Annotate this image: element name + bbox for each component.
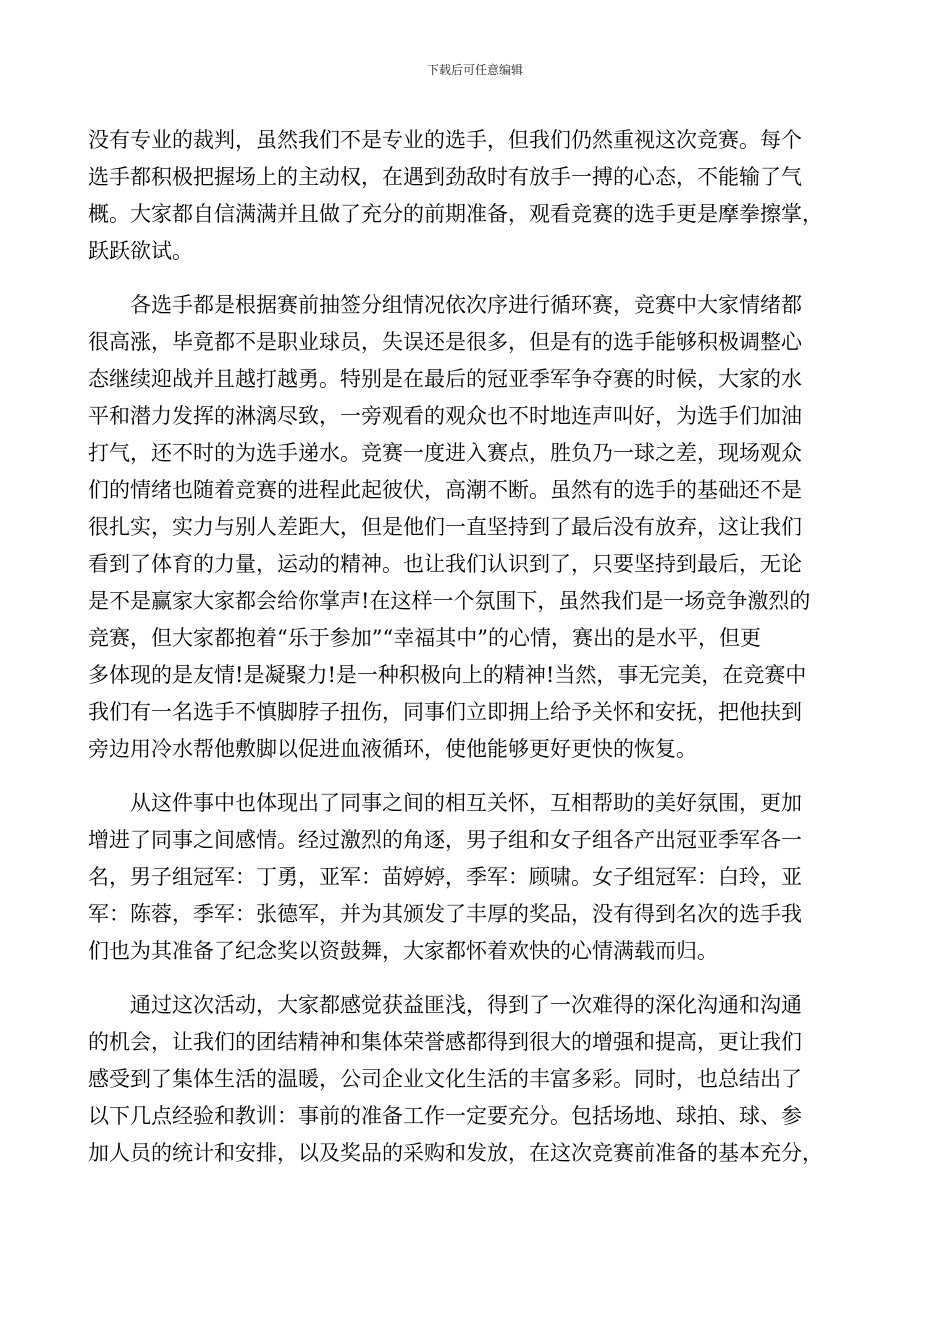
text-line: 选手都积极把握场上的主动权，在遇到劲敌时有放手一搏的心态，不能输了气 bbox=[88, 165, 802, 189]
paragraph-1 bbox=[88, 122, 858, 270]
page-header: 下载后可任意编辑 bbox=[426, 63, 523, 77]
text-line: 军：陈蓉，季军：张德军，并为其颁发了丰厚的奖品，没有得到名次的选手我 bbox=[88, 902, 802, 926]
paragraph-4 bbox=[88, 987, 858, 1172]
text-line: 从这件事中也体现出了同事之间的相互关怀，互相帮助的美好氛围，更加 bbox=[130, 791, 802, 815]
text-line: 增进了同事之间感情。经过激烈的角逐，男子组和女子组各产出冠亚季军各一 bbox=[88, 828, 802, 852]
text-line: 跃跃欲试。 bbox=[88, 239, 193, 263]
text-line: 很高涨，毕竟都不是职业球员，失误还是很多，但是有的选手能够积极调整心 bbox=[88, 330, 802, 354]
text-line: 感受到了集体生活的温暖，公司企业文化生活的丰富多彩。同时，也总结出了 bbox=[88, 1067, 802, 1091]
paragraph-2 bbox=[88, 287, 858, 768]
text-line: 们的情绪也随着竞赛的进程此起彼伏，高潮不断。虽然有的选手的基础还不是 bbox=[88, 478, 802, 502]
document-body bbox=[88, 122, 858, 1172]
text-line: 通过这次活动，大家都感觉获益匪浅，得到了一次难得的深化沟通和沟通 bbox=[130, 993, 802, 1017]
text-line: 我们有一名选手不慎脚脖子扭伤，同事们立即拥上给予关怀和安抚，把他扶到 bbox=[88, 700, 802, 724]
text-line: 态继续迎战并且越打越勇。特别是在最后的冠亚季军争夺赛的时候，大家的水 bbox=[88, 367, 802, 391]
text-line: 概。大家都自信满满并且做了充分的前期准备，观看竞赛的选手更是摩拳擦掌， bbox=[88, 202, 823, 226]
text-line: 各选手都是根据赛前抽签分组情况依次序进行循环赛，竞赛中大家情绪都 bbox=[130, 293, 802, 317]
paragraph-3 bbox=[88, 785, 858, 970]
text-line: 们也为其准备了纪念奖以资鼓舞，大家都怀着欢快的心情满载而归。 bbox=[88, 939, 718, 963]
text-line: 加人员的统计和安排，以及奖品的采购和发放，在这次竞赛前准备的基本充分， bbox=[88, 1141, 823, 1165]
text-line: 名，男子组冠军：丁勇，亚军：苗婷婷，季军：顾啸。女子组冠军：白玲，亚 bbox=[88, 865, 802, 889]
text-line: 竞赛，但大家都抱着“乐于参加”“幸福其中”的心情，赛出的是水平，但更 bbox=[88, 626, 761, 650]
text-line: 没有专业的裁判，虽然我们不是专业的选手，但我们仍然重视这次竞赛。每个 bbox=[88, 128, 802, 152]
text-line: 看到了体育的力量，运动的精神。也让我们认识到了，只要坚持到最后，无论 bbox=[88, 552, 802, 576]
text-line: 很扎实，实力与别人差距大，但是他们一直坚持到了最后没有放弃，这让我们 bbox=[88, 515, 802, 539]
text-line: 多体现的是友情!是凝聚力!是一种积极向上的精神!当然，事无完美，在竞赛中 bbox=[88, 663, 807, 687]
text-line: 以下几点经验和教训：事前的准备工作一定要充分。包括场地、球拍、球、参 bbox=[88, 1104, 802, 1128]
text-line: 是不是赢家大家都会给你掌声!在这样一个氛围下，虽然我们是一场竞争激烈的 bbox=[88, 589, 811, 613]
text-line: 平和潜力发挥的淋漓尽致，一旁观看的观众也不时地连声叫好，为选手们加油 bbox=[88, 404, 802, 428]
text-line: 打气，还不时的为选手递水。竞赛一度进入赛点，胜负乃一球之差，现场观众 bbox=[88, 441, 802, 465]
text-line: 旁边用冷水帮他敷脚以促进血液循环，使他能够更好更快的恢复。 bbox=[88, 737, 697, 761]
text-line: 的机会，让我们的团结精神和集体荣誉感都得到很大的增强和提高，更让我们 bbox=[88, 1030, 802, 1054]
